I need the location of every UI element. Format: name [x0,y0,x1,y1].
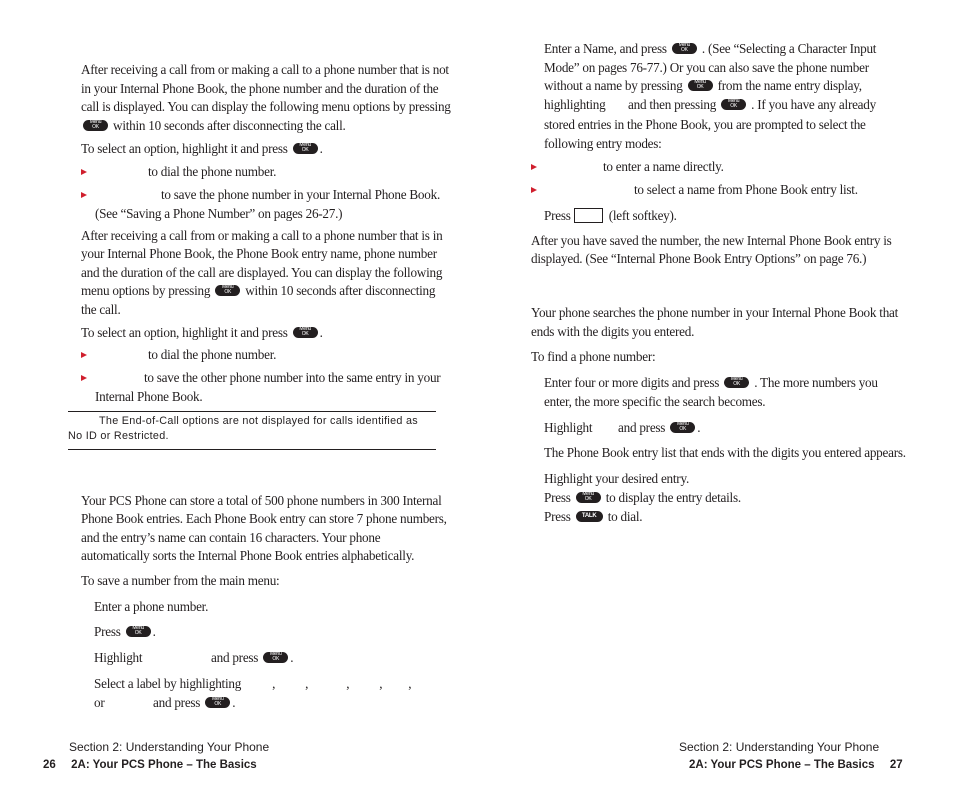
after-saved-line1: After you have saved the number, the new Internal Phone Book entry is [531,233,892,248]
menu-ok-key-icon: Menu OK [721,99,746,110]
note-top-rule [68,411,436,412]
menu-ok-key-icon: Menu OK [263,652,288,663]
footer-page-number: 26 2A: Your PCS Phone – The Basics [43,759,257,771]
left-softkey-icon [574,208,603,223]
end-of-call-para2-line1: After receiving a call from or making a call to a phone number that is in [81,228,443,243]
after-saved-line2: displayed. (See “Internal Phone Book Entry Options” on page 76.) [531,251,867,266]
menu-ok-key-icon: Menu OK [83,120,108,131]
bullet-arrow-icon [531,164,537,170]
saving-step3-b: and press Menu OK . [211,650,294,665]
finding-step2-a: Highlight [544,420,593,435]
select-option-line1: To select an option, highlight it and press Menu OK . [81,141,323,156]
bullet-text-cont: Internal Phone Book. [95,389,203,404]
end-of-call-para1-line1: After receiving a call from or making a call to a phone number that is not [81,62,449,77]
saving-step5-line4b: and then pressing Menu OK . If you have any already [628,97,876,112]
saving-step6: Press (left softkey). [544,208,677,223]
finding-step4: Highlight your desired entry. [544,471,689,486]
saving-para-line1: Your PCS Phone can store a total of 500 phone numbers in 300 Internal [81,493,442,508]
bullet-arrow-icon [81,375,87,381]
end-of-call-para2-line2: your Internal Phone Book, the Phone Book entry name, phone number [81,246,437,261]
bullet-arrow-icon [81,169,87,175]
end-of-call-para2-line3: and the duration of the call are displayed. You can display the following [81,265,443,280]
finding-intro: To find a phone number: [531,349,656,364]
footer-section: Section 2: Understanding Your Phone [69,740,270,754]
end-of-call-para2-line4: menu options by pressing Menu OK within 10 seconds after disconnecting [81,283,436,298]
saving-para-line3: and the entry’s name can contain 16 characters. Your phone [81,530,381,545]
menu-ok-key-icon: Menu OK [126,626,151,637]
saving-step5-line4a: highlighting [544,97,606,112]
note-text-line1: The End-of-Call options are not displayed for calls identified as [99,415,418,427]
saving-step5-line5: stored entries in the Phone Book, you are prompted to select the [544,117,866,132]
saving-step2: Press Menu OK . [94,624,156,639]
saving-step5-line1: Enter a Name, and press Menu OK . (See “Selecting a Character Input [544,41,877,56]
select-option-line2: To select an option, highlight it and press Menu OK . [81,325,323,340]
menu-ok-key-icon: Menu OK [688,80,713,91]
finding-step1-line1: Enter four or more digits and press Menu OK . The more numbers you [544,375,878,390]
footer-section: Section 2: Understanding Your Phone [679,740,880,754]
finding-para-line2: ends with the digits you entered. [531,324,695,339]
menu-ok-key-icon: Menu OK [576,492,601,503]
end-of-call-para1-line2: in your Internal Phone Book, the phone number and the duration of the [81,81,439,96]
saving-step3-a: Highlight [94,650,143,665]
menu-ok-key-icon: Menu OK [672,43,697,54]
end-of-call-para1-line3: call is displayed. You can display the following menu options by pressing [81,99,451,114]
saving-step4-b: or [94,695,105,710]
finding-step5: Press Menu OK to display the entry details. [544,490,741,505]
bullet-arrow-icon [81,192,87,198]
end-of-call-para1-line4: Menu OK within 10 seconds after disconnecting the call. [81,117,346,136]
bullet-text: to dial the phone number. [148,347,277,362]
bullet-text: to save the other phone number into the same entry in your [144,370,441,385]
end-of-call-para2-line5: the call. [81,302,121,317]
bullet-arrow-icon [531,187,537,193]
finding-step3: The Phone Book entry list that ends with the digits you entered appears. [544,445,906,460]
saving-para-line4: automatically sorts the Internal Phone Book entries alphabetically. [81,548,415,563]
talk-key-icon: TALK [576,511,603,522]
menu-ok-key-icon: Menu OK [205,697,230,708]
bullet-text: to save the phone number in your Internal Phone Book. [161,187,441,202]
bullet-text: to enter a name directly. [603,159,724,174]
menu-ok-key-icon: Menu OK [670,422,695,433]
finding-step1-line2: enter, the more specific the search becomes. [544,394,766,409]
note-bottom-rule [68,449,436,450]
bullet-text: to dial the phone number. [148,164,277,179]
saving-step5-line2: Mode” on pages 76-77.) Or you can also save the phone number [544,60,869,75]
menu-ok-key-icon: Menu OK [293,327,318,338]
saving-step5-line3: without a name by pressing Menu OK from the name entry display, [544,78,862,93]
right-page [477,0,954,795]
finding-step6: Press TALK to dial. [544,509,643,524]
menu-ok-key-icon: Menu OK [293,143,318,154]
saving-step4-a: Select a label by highlighting , , , , , [94,676,412,691]
bullet-arrow-icon [81,352,87,358]
menu-ok-key-icon: Menu OK [215,285,240,296]
bullet-text-cont: (See “Saving a Phone Number” on pages 26-27.) [95,206,343,221]
saving-step1: Enter a phone number. [94,599,209,614]
saving-para-line2: Phone Book entries. Each Phone Book entry can store 7 phone numbers, [81,511,447,526]
footer-page-number: 2A: Your PCS Phone – The Basics 27 [689,759,903,771]
saving-step5-line6: following entry modes: [544,136,662,151]
saving-intro: To save a number from the main menu: [81,573,280,588]
note-text-line2: No ID or Restricted. [68,430,169,442]
bullet-text: to select a name from Phone Book entry list. [634,182,858,197]
finding-step2-b: and press Menu OK . [618,420,701,435]
finding-para-line1: Your phone searches the phone number in your Internal Phone Book that [531,305,899,320]
menu-ok-key-icon: Menu OK [724,377,749,388]
saving-step4-c: and press Menu OK . [153,695,236,710]
